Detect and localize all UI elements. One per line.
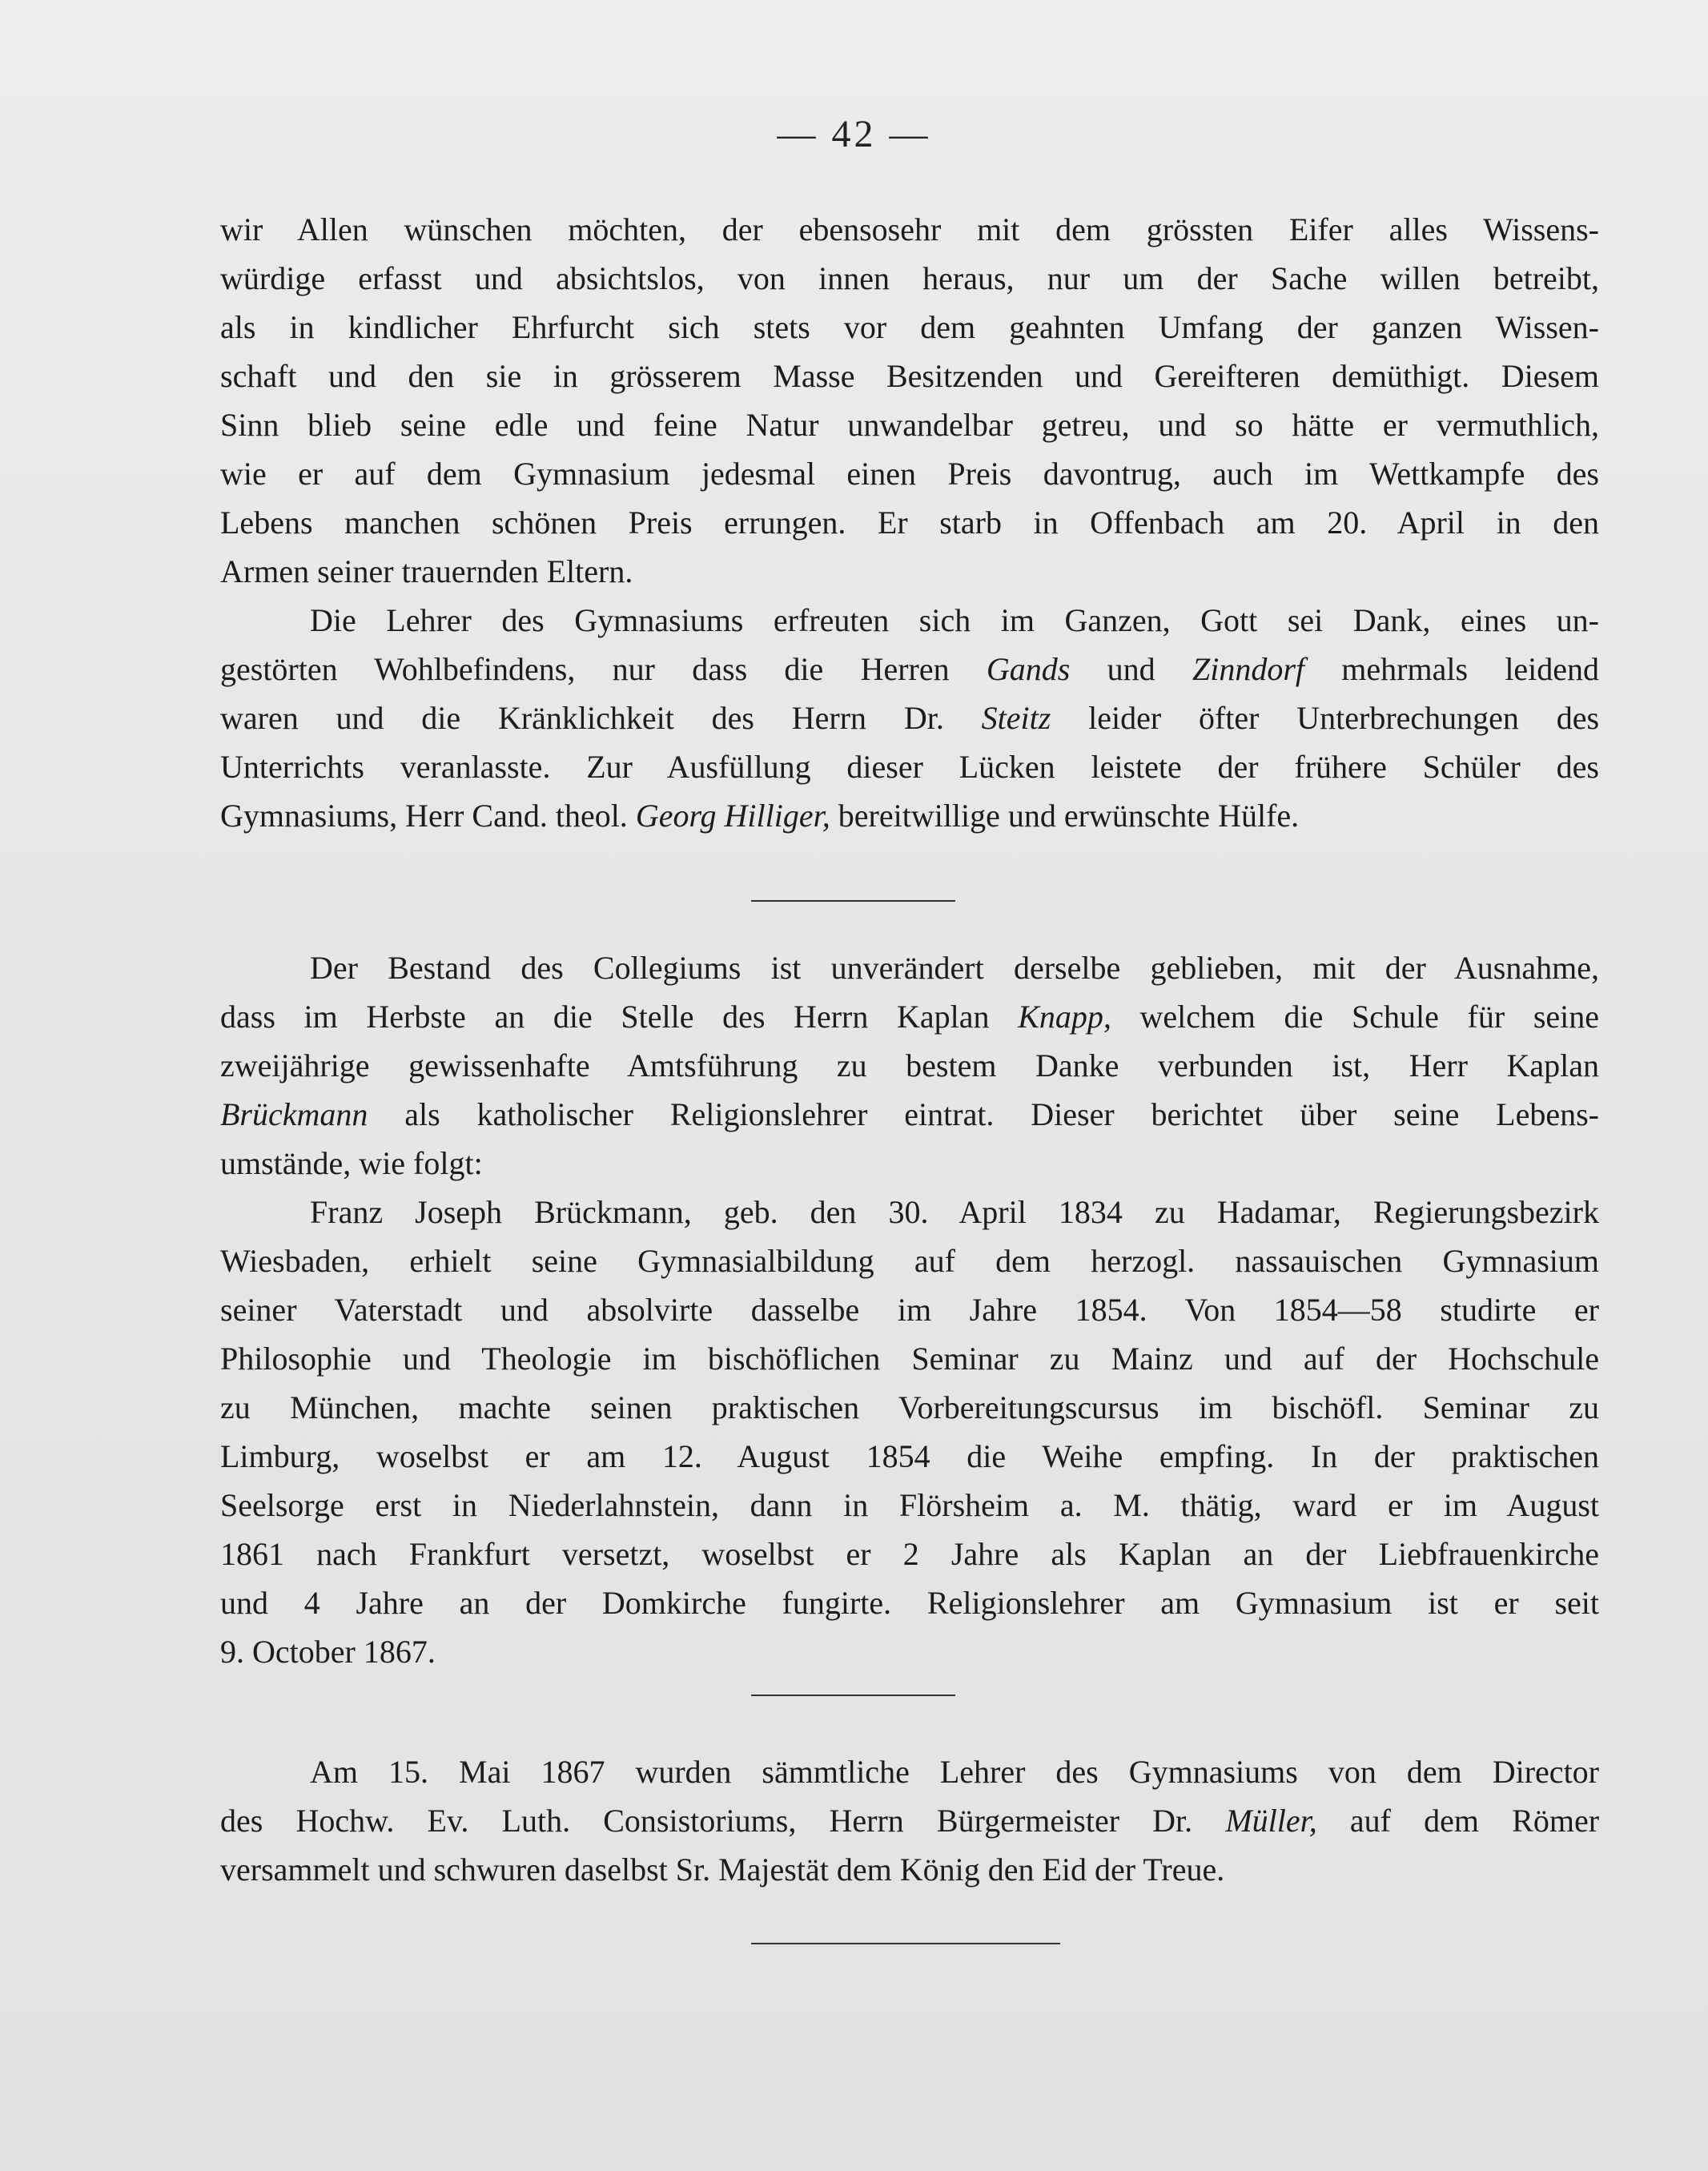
person-name: Gands <box>986 651 1071 687</box>
text-line: wir Allen wünschen möchten, der ebensosehr mit dem grössten Eifer alles Wissens- <box>220 211 1599 247</box>
text-line: Seelsorge erst in Niederlahnstein, dann in Flörsheim a. M. thätig, ward er im August <box>220 1487 1599 1523</box>
text-line: versammelt und schwuren daselbst Sr. Majestät dem König den Eid der Treue. <box>220 1851 1225 1888</box>
text-line: zweijährige gewissenhafte Amtsführung zu bestem Danke verbunden ist, Herr Kaplan <box>220 1047 1599 1083</box>
text-line: Der Bestand des Collegiums ist unverändert derselbe geblieben, mit der Ausnahme, <box>310 950 1599 986</box>
text-line: waren und die Kränklichkeit des Herrn Dr. Steitz leider öfter Unterbrechungen des <box>220 700 1600 736</box>
text-line: umstände, wie folgt: <box>220 1145 483 1181</box>
text-line: Franz Joseph Brückmann, geb. den 30. April 1834 zu Hadamar, Regierungsbezirk <box>310 1194 1599 1230</box>
text-line: dass im Herbste an die Stelle des Herrn Kaplan Knapp, welchem die Schule für seine <box>220 999 1600 1035</box>
text-line: des Hochw. Ev. Luth. Consistoriums, Herrn Bürgermeister Dr. Müller, auf dem Römer <box>220 1803 1600 1839</box>
person-name: Müller, <box>1225 1803 1317 1839</box>
text-line: zu München, machte seinen praktischen Vorbereitungscursus im bischöfl. Seminar zu <box>220 1389 1599 1425</box>
page-number: — 42 — <box>777 113 931 155</box>
text-line: Brückmann als katholischer Religionslehrer eintrat. Dieser berichtet über seine Lebens- <box>220 1096 1600 1132</box>
text-line: Limburg, woselbst er am 12. August 1854 die Weihe empfing. In der praktischen <box>220 1438 1599 1474</box>
paragraph-oath <box>220 1747 1599 1894</box>
paragraph-collegium <box>220 943 1599 1188</box>
text-line: gestörten Wohlbefindens, nur dass die Herren Gands und Zinndorf mehrmals leidend <box>220 651 1600 687</box>
text-line: und 4 Jahre an der Domkirche fungirte. Religionslehrer am Gymnasium ist er seit <box>220 1585 1599 1621</box>
text-line: Gymnasiums, Herr Cand. theol. Georg Hilliger, bereitwillige und erwünschte Hülfe. <box>220 798 1300 834</box>
paragraph-obituary-continuation <box>220 205 1599 596</box>
text-line: als in kindlicher Ehrfurcht sich stets vor dem geahnten Umfang der ganzen Wissen- <box>220 309 1599 345</box>
paragraph-teachers-health <box>220 596 1599 840</box>
person-name: Georg Hilliger, <box>635 798 830 834</box>
text-line: 1861 nach Frankfurt versetzt, woselbst er 2 Jahre als Kaplan an der Liebfrauenkirche <box>220 1536 1599 1572</box>
text-line: schaft und den sie in grösserem Masse Besitzenden und Gereifteren demüthigt. Diesem <box>220 358 1599 394</box>
person-name: Zinndorf <box>1192 651 1304 687</box>
section-divider <box>751 1695 955 1696</box>
text-line: 9. October 1867. <box>220 1634 436 1670</box>
person-name: Knapp, <box>1018 999 1111 1035</box>
person-name: Brückmann <box>220 1096 368 1132</box>
text-line: Lebens manchen schönen Preis errungen. Er starb in Offenbach am 20. April in den <box>220 505 1599 541</box>
text-line: Die Lehrer des Gymnasiums erfreuten sich im Ganzen, Gott sei Dank, eines un- <box>310 602 1599 638</box>
text-line: Am 15. Mai 1867 wurden sämmtliche Lehrer des Gymnasiums von dem Director <box>310 1754 1599 1790</box>
section-divider <box>751 1943 1060 1944</box>
paragraph-brueckmann-biography <box>220 1188 1599 1676</box>
section-divider <box>751 900 955 902</box>
text-line: wie er auf dem Gymnasium jedesmal einen Preis davontrug, auch im Wettkampfe des <box>220 456 1599 492</box>
text-line: Unterrichts veranlasste. Zur Ausfüllung dieser Lücken leistete der frühere Schüler des <box>220 749 1599 785</box>
person-name: Steitz <box>981 700 1051 736</box>
text-line: Philosophie und Theologie im bischöflichen Seminar zu Mainz und auf der Hochschule <box>220 1341 1599 1377</box>
text-line: Armen seiner trauernden Eltern. <box>220 553 633 589</box>
text-line: Sinn blieb seine edle und feine Natur unwandelbar getreu, und so hätte er vermuthlich, <box>220 407 1599 443</box>
text-line: seiner Vaterstadt und absolvirte dasselbe im Jahre 1854. Von 1854—58 studirte er <box>220 1292 1599 1328</box>
text-line: würdige erfasst und absichtslos, von innen heraus, nur um der Sache willen betreibt, <box>220 260 1599 296</box>
text-line: Wiesbaden, erhielt seine Gymnasialbildung auf dem herzogl. nassauischen Gymnasium <box>220 1243 1599 1279</box>
